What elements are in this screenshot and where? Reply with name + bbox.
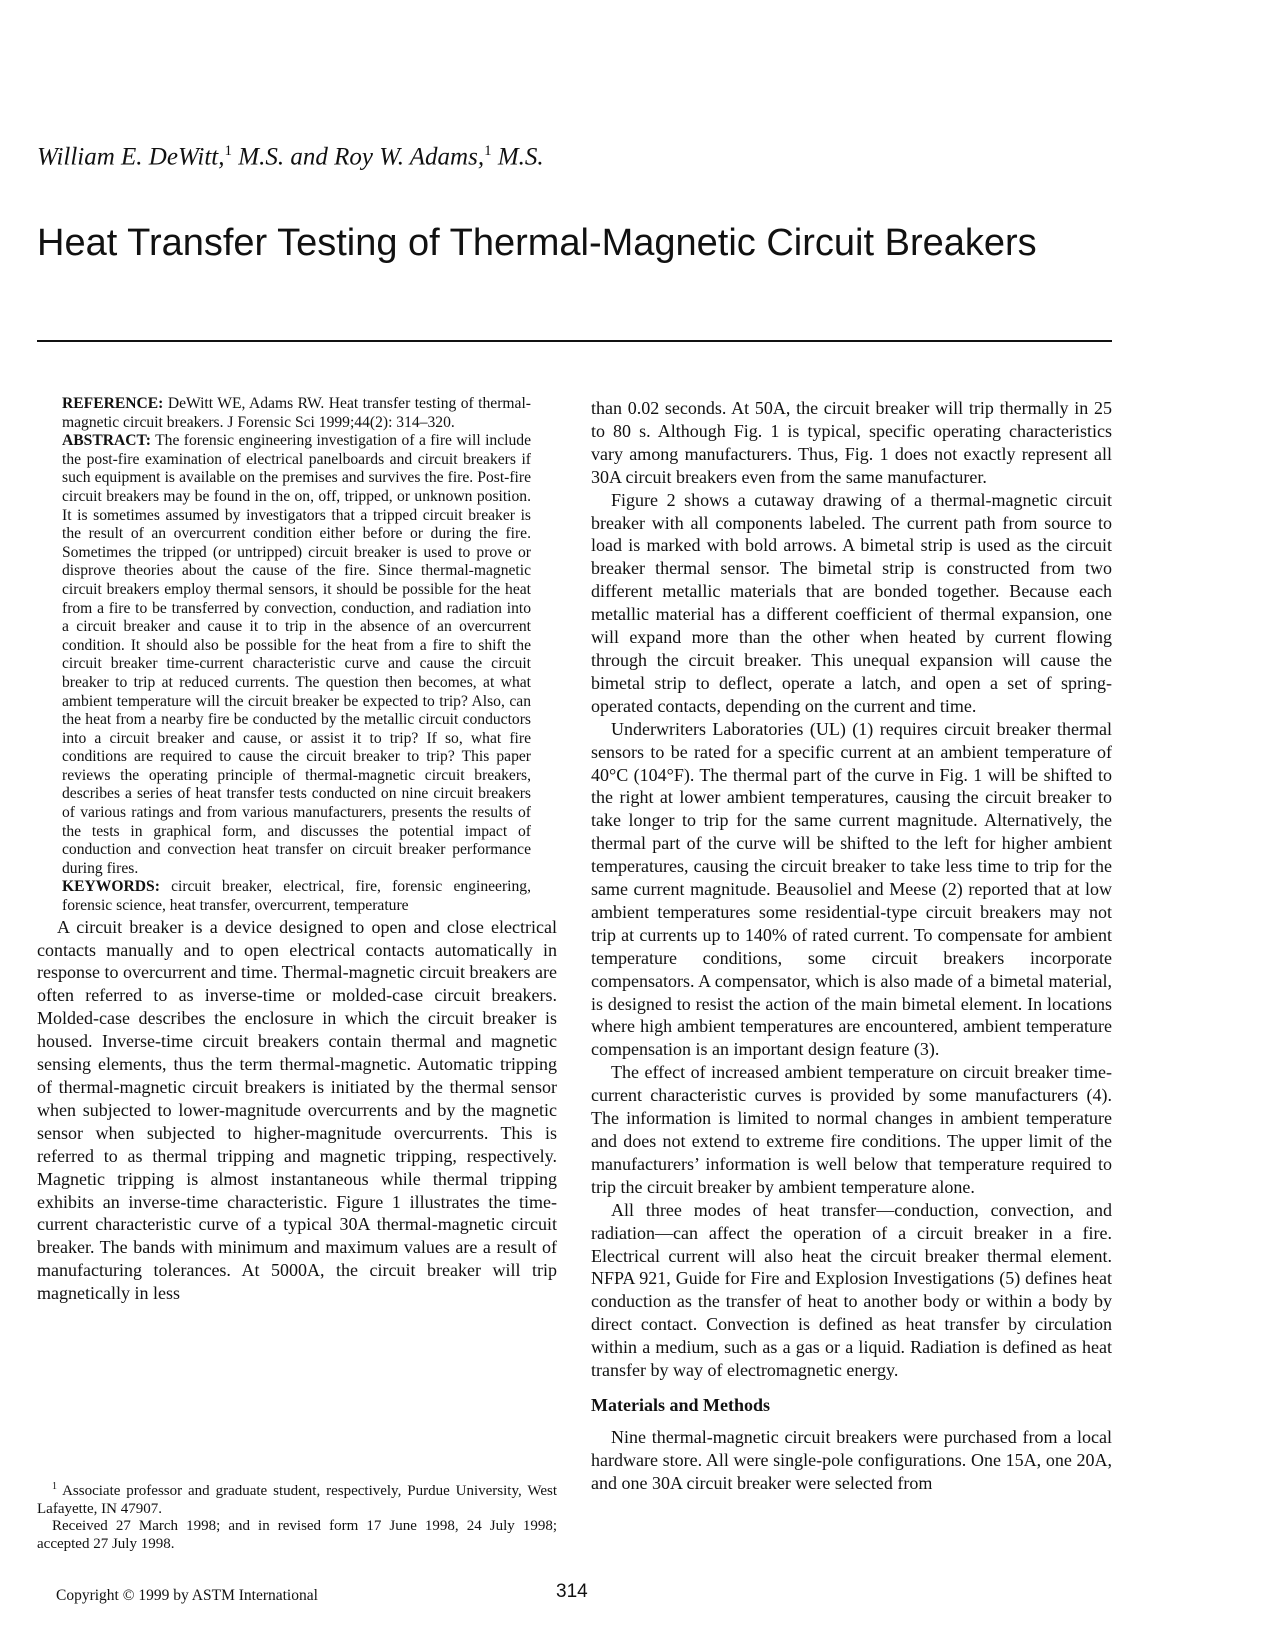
section-heading-materials-methods: Materials and Methods: [591, 1394, 770, 1415]
keywords-paragraph: [62, 878, 531, 915]
body-paragraph: The effect of increased ambient temperature on circuit breaker time-current characteristic curves is provided by some manufacturers (4). The information is limited to normal changes in ambient temperature and does not extend to extreme fire conditions. The upper limit of the manufacturers’ information is well below that temperature required to trip the circuit breaker by ambient temperature alone.: [591, 1062, 1112, 1197]
right-column: [591, 397, 1112, 1495]
author-2-footnote-mark: 1: [484, 143, 492, 159]
keywords-text: circuit breaker, electrical, fire, forensic engineering, forensic science, heat transfer, overcurrent, temperature: [62, 878, 531, 915]
reference-label: REFERENCE:: [62, 395, 164, 412]
body-paragraph: Figure 2 shows a cutaway drawing of a thermal-magnetic circuit breaker with all components labeled. The current path from source to load is marked with bold arrows. A bimetal strip is used as the circuit breaker thermal sensor. The bimetal strip is constructed from two different metallic materials that are bonded together. Because each metallic material has a different coefficient of thermal expansion, one will expand more than the other when heated by current flowing through the circuit breaker. This unequal expansion will cause the bimetal strip to deflect, operate a latch, and open a set of spring-operated contacts, depending on the current and time.: [591, 489, 1112, 716]
abstract-block: [62, 395, 531, 916]
page-number: 314: [556, 1581, 588, 1602]
intro-paragraph: A circuit breaker is a device designed to open and close electrical contacts manually and to open electrical contacts automatically in response to overcurrent and time. Thermal-magnetic circuit breakers are often referred to as inverse-time or molded-case circuit breakers. Molded-case describes the enclosure in which the circuit breaker is housed. Inverse-time circuit breakers contain thermal and magnetic sensing elements, thus the term thermal-magnetic. Automatic tripping of thermal-magnetic circuit breakers is initiated by the thermal sensor when subjected to lower-magnitude overcurrents and by the magnetic sensor when subjected to higher-magnitude overcurrents. This is referred to as thermal tripping and magnetic tripping, respectively. Magnetic tripping is almost instantaneous while thermal tripping exhibits an inverse-time characteristic. Figure 1 illustrates the time-current characteristic curve of a typical 30A thermal-magnetic circuit breaker. The bands with minimum and maximum values are a result of manufacturing tolerances. At 5000A, the circuit breaker will trip magnetically in less: [37, 916, 557, 1304]
abstract-label: ABSTRACT:: [62, 432, 151, 450]
copyright-notice: Copyright © 1999 by ASTM International: [56, 1587, 318, 1604]
abstract-text: The forensic engineering investigation of a fire will include the post-fire examination of electrical panelboards and circuit breakers if such equipment is available on the premises and survives the fire. Post-fire circuit breakers may be found in the on, off, tripped, or unknown position. It is sometimes assumed by investigators that a tripped circuit breaker is the result of an overcurrent condition either before or during the fire. Sometimes the tripped (or untripped) circuit breaker is used to prove or disprove theories about the cause of the fire. Since thermal-magnetic circuit breakers employ thermal sensors, it should be possible for the heat from a fire to be transferred by convection, conduction, and radiation into a circuit breaker and cause it to trip in the absence of an overcurrent condition. It should also be possible for the heat from a fire to shift the circuit breaker time-current characteristic curve and cause the circuit breaker to trip at reduced currents. The question then becomes, at what ambient temperature will the circuit breaker be expected to trip? Also, can the heat from a nearby fire be conducted by the metallic circuit conductors into a circuit breaker and cause, or assist it to trip? If so, what fire conditions are required to cause the circuit breaker to trip? This paper reviews the operating principle of thermal-magnetic circuit breakers, describes a series of heat transfer tests conducted on nine circuit breakers of various ratings and from various manufacturers, presents the results of the tests in graphical form, and discusses the potential impact of conduction and convection heat transfer on circuit breaker performance during fires.: [62, 432, 531, 877]
affiliation-footnote: [37, 1478, 557, 1518]
received-dates-footnote: Received 27 March 1998; and in revised form 17 June 1998, 24 July 1998; accepted 27 July 1998.: [37, 1518, 557, 1552]
footnote-block: [37, 1478, 557, 1553]
author-line: [37, 143, 544, 171]
paper-title: Heat Transfer Testing of Thermal-Magnetic Circuit Breakers: [37, 222, 1037, 264]
affiliation-footnote-mark: 1: [52, 1481, 57, 1492]
author-2-name: M.S. and Roy W. Adams,: [232, 143, 485, 171]
affiliation-text: Associate professor and graduate student, respectively, Purdue University, West Lafayette, IN 47907.: [37, 1483, 557, 1517]
reference-paragraph: [62, 395, 531, 432]
body-paragraph: All three modes of heat transfer—conduction, convection, and radiation—can affect the operation of a circuit breaker in a fire. Electrical current will also heat the circuit breaker thermal element. NFPA 921, Guide for Fire and Explosion Investigations (5) defines heat conduction as the transfer of heat to another body or within a body by direct contact. Convection is defined as heat transfer by circulation within a medium, such as a gas or a liquid. Radiation is defined as heat transfer by way of electromagnetic energy.: [591, 1199, 1112, 1381]
author-1-name: William E. DeWitt,: [37, 143, 225, 171]
title-divider: [37, 340, 1112, 342]
author-1-footnote-mark: 1: [224, 143, 232, 159]
left-column: [37, 395, 557, 1305]
abstract-paragraph: [62, 432, 531, 878]
reference-text: DeWitt WE, Adams RW. Heat transfer testing of thermal-magnetic circuit breakers. J Forensic Sci 1999;44(2): 314–320.: [62, 395, 531, 431]
keywords-label: KEYWORDS:: [62, 878, 160, 896]
author-2-degree: M.S.: [491, 143, 544, 171]
body-paragraph: Nine thermal-magnetic circuit breakers were purchased from a local hardware store. All were single-pole configurations. One 15A, one 20A, and one 30A circuit breaker were selected from: [591, 1426, 1112, 1493]
body-paragraph: Underwriters Laboratories (UL) (1) requires circuit breaker thermal sensors to be rated for a specific current at an ambient temperature of 40°C (104°F). The thermal part of the curve in Fig. 1 will be shifted to the right at lower ambient temperatures, causing the circuit breaker to take longer to trip for the same current magnitude. Alternatively, the thermal part of the curve will be shifted to the left for higher ambient temperatures, causing the circuit breaker to take less time to trip for the same current magnitude. Beausoliel and Meese (2) reported that at low ambient temperatures some residential-type circuit breakers may not trip at currents up to 140% of rated current. To compensate for ambient temperature conditions, some circuit breakers incorporate compensators. A compensator, which is also made of a bimetal material, is designed to resist the action of the main bimetal element. In locations where high ambient temperatures are encountered, ambient temperature compensation is an important design feature (3).: [591, 718, 1112, 1060]
body-paragraph: than 0.02 seconds. At 50A, the circuit breaker will trip thermally in 25 to 80 s. Although Fig. 1 is typical, specific operating characteristics vary among manufacturers. Thus, Fig. 1 does not exactly represent all 30A circuit breakers even from the same manufacturer.: [591, 398, 1112, 487]
